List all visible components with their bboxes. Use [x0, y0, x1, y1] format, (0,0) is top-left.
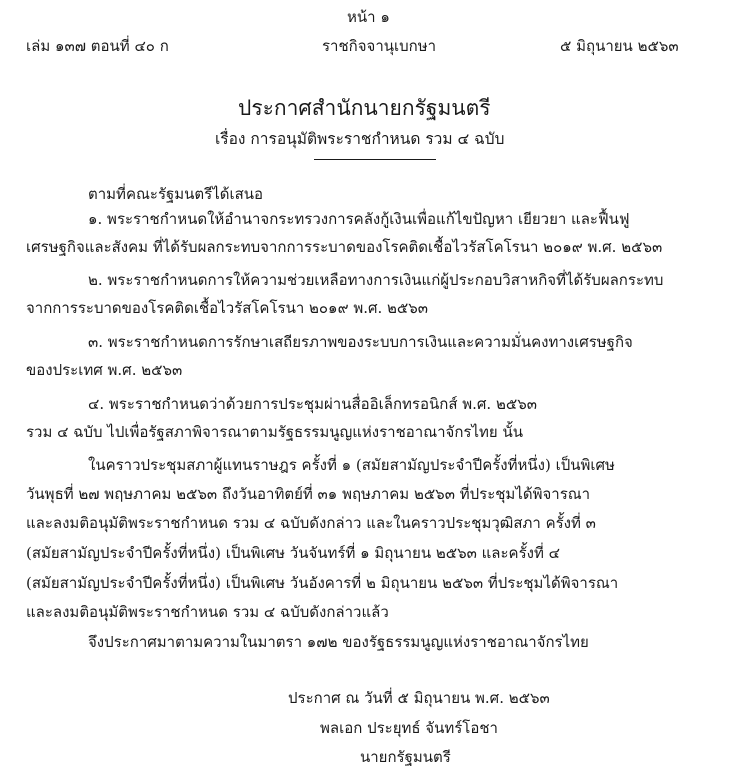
meeting-line-3: และลงมติอนุมัติพระราชกำหนด รวม ๔ ฉบับดังกล่าว และในคราวประชุมวุฒิสภา ครั้งที่ ๓ [26, 514, 596, 532]
publication-date: ๕ มิถุนายน ๒๕๖๓ [560, 37, 679, 55]
signature-date: ประกาศ ณ วันที่ ๕ มิถุนายน พ.ศ. ๒๕๖๓ [288, 689, 550, 707]
page-number: หน้า ๑ [347, 8, 390, 26]
item-2-line-2: จากการระบาดของโรคติดเชื้อไวรัสโคโรนา ๒๐๑๙ พ.ศ. ๒๕๖๓ [26, 299, 429, 317]
item-3-line-1: ๓. พระราชกำหนดการรักษาเสถียรภาพของระบบการเงินและความมั่นคงทางเศรษฐกิจ [88, 333, 633, 351]
item-4-line-2: รวม ๔ ฉบับ ไปเพื่อรัฐสภาพิจารณาตามรัฐธรรมนูญแห่งราชอาณาจักรไทย นั้น [26, 423, 523, 441]
meeting-line-4: (สมัยสามัญประจำปีครั้งที่หนึ่ง) เป็นพิเศษ วันจันทร์ที่ ๑ มิถุนายน ๒๕๖๓ และครั้งที่ ๔ [26, 544, 560, 562]
signatory-position: นายกรัฐมนตรี [360, 748, 451, 766]
item-1-line-2: เศรษฐกิจและสังคม ที่ได้รับผลกระทบจากการระบาดของโรคติดเชื้อไวรัสโคโรนา ๒๐๑๙ พ.ศ. ๒๕๖๓ [26, 238, 663, 256]
meeting-line-2: วันพุธที่ ๒๗ พฤษภาคม ๒๕๖๓ ถึงวันอาทิตย์ที่ ๓๑ พฤษภาคม ๒๕๖๓ ที่ประชุมได้พิจารณา [26, 485, 591, 503]
gazette-name: ราชกิจจานุเบกษา [322, 37, 437, 55]
item-4-line-1: ๔. พระราชกำหนดว่าด้วยการประชุมผ่านสื่ออิเล็กทรอนิกส์ พ.ศ. ๒๕๖๓ [88, 395, 537, 413]
title-divider [314, 159, 436, 160]
announcement-title: ประกาศสำนักนายกรัฐมนตรี [238, 96, 491, 120]
volume-issue: เล่ม ๑๓๗ ตอนที่ ๔๐ ก [26, 37, 169, 55]
item-3-line-2: ของประเทศ พ.ศ. ๒๕๖๓ [26, 361, 183, 379]
item-1-line-1: ๑. พระราชกำหนดให้อำนาจกระทรวงการคลังกู้เงินเพื่อแก้ไขปัญหา เยียวยา และฟื้นฟู [88, 210, 630, 228]
announcement-subtitle: เรื่อง การอนุมัติพระราชกำหนด รวม ๔ ฉบับ [215, 130, 505, 148]
item-2-line-1: ๒. พระราชกำหนดการให้ความช่วยเหลือทางการเงินแก่ผู้ประกอบวิสาหกิจที่ได้รับผลกระทบ [88, 271, 664, 289]
signatory-name: พลเอก ประยุทธ์ จันทร์โอชา [320, 719, 498, 737]
intro-line: ตามที่คณะรัฐมนตรีได้เสนอ [88, 185, 264, 203]
meeting-line-5: (สมัยสามัญประจำปีครั้งที่หนึ่ง) เป็นพิเศษ วันอังคารที่ ๒ มิถุนายน ๒๕๖๓ ที่ประชุมได้พิจารณา [26, 574, 619, 592]
closing-line: จึงประกาศมาตามความในมาตรา ๑๗๒ ของรัฐธรรมนูญแห่งราชอาณาจักรไทย [88, 633, 589, 651]
meeting-line-1: ในคราวประชุมสภาผู้แทนราษฎร ครั้งที่ ๑ (สมัยสามัญประจำปีครั้งที่หนึ่ง) เป็นพิเศษ [88, 456, 615, 474]
meeting-line-6: และลงมติอนุมัติพระราชกำหนด รวม ๔ ฉบับดังกล่าวแล้ว [26, 603, 389, 621]
